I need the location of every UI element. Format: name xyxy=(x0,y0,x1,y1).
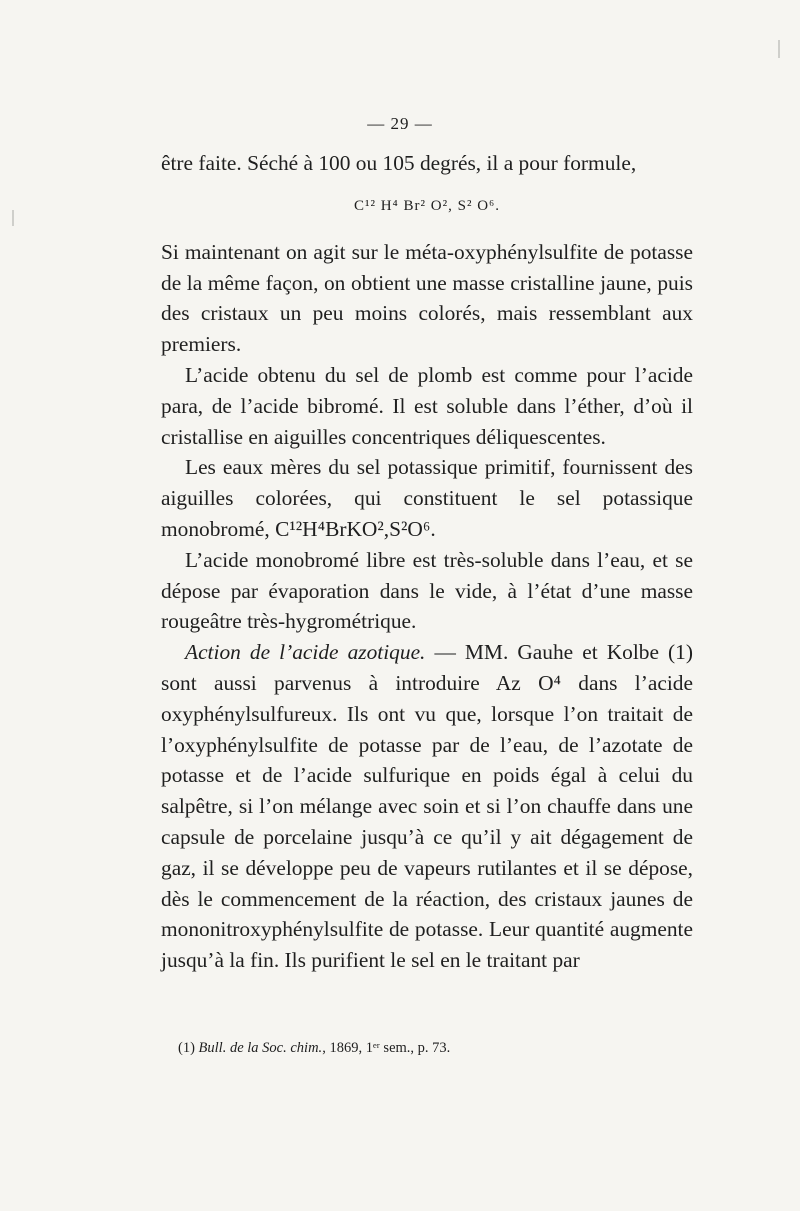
footnote-number: (1) xyxy=(178,1040,199,1056)
scan-mark xyxy=(778,40,780,58)
paragraph-meta-salt: Si maintenant on agit sur le méta-oxyphénylsulfite de potasse de la même façon, on obtient une masse cristalline jaune, puis des cristaux un peu moins colorés, mais ressemblant aux premiers. xyxy=(161,239,693,357)
paragraph-acid-bibromine: L’acide obtenu du sel de plomb est comme pour l’acide para, de l’acide bibromé. Il est soluble dans l’éther, d’où il cristallise en aiguilles concentriques déliquescentes. xyxy=(161,362,693,449)
chemical-formula: C¹² H⁴ Br² O², S² O⁶. xyxy=(353,197,501,214)
footnote-reference: , 1869, 1ᵉʳ sem., p. 73. xyxy=(322,1040,451,1056)
paragraph-mother-waters: Les eaux mères du sel potassique primitif, fournissent des aiguilles colorées, qui constituent le sel potassique monobromé, C¹²H⁴BrKO²,S²O⁶. xyxy=(161,455,693,541)
paragraph-monobromine-acid: L’acide monobromé libre est très-soluble dans l’eau, et se dépose par évaporation dans le vide, à l’état d’une masse rougeâtre très-hygrométrique. xyxy=(161,547,693,634)
footnote xyxy=(178,1040,698,1057)
footnote-source: Bull. de la Soc. chim. xyxy=(198,1040,323,1056)
page-number: — 29 — xyxy=(367,114,433,133)
paragraph-nitric-acid xyxy=(161,637,693,976)
body-text xyxy=(161,148,693,976)
continued-line: être faite. Séché à 100 ou 105 degrés, il a pour formule, xyxy=(161,151,637,175)
scan-mark xyxy=(12,210,14,226)
paragraph-nitric-acid-text: — MM. Gauhe et Kolbe (1) sont aussi parvenus à introduire Az O⁴ dans l’acide oxyphénylsulfureux. Ils ont vu que, lorsque l’on traitait de l’oxyphénylsulfite de potasse par de l’eau, de l’azotate de potasse et de l’acide sulfurique en poids égal à celui du salpêtre, si l’on mélange avec soin et si l’on chauffe dans une capsule de porcelaine jusqu’à ce qu’il y ait dégagement de gaz, il se développe peu de vapeurs rutilantes et il se dépose, dès le commencement de la réaction, des cristaux jaunes de mononitroxyphénylsulfite de potasse. Leur quantité augmente jusqu’à la fin. Ils purifient le sel en le traitant par xyxy=(161,640,693,973)
section-heading: Action de l’acide azotique. xyxy=(185,640,426,665)
